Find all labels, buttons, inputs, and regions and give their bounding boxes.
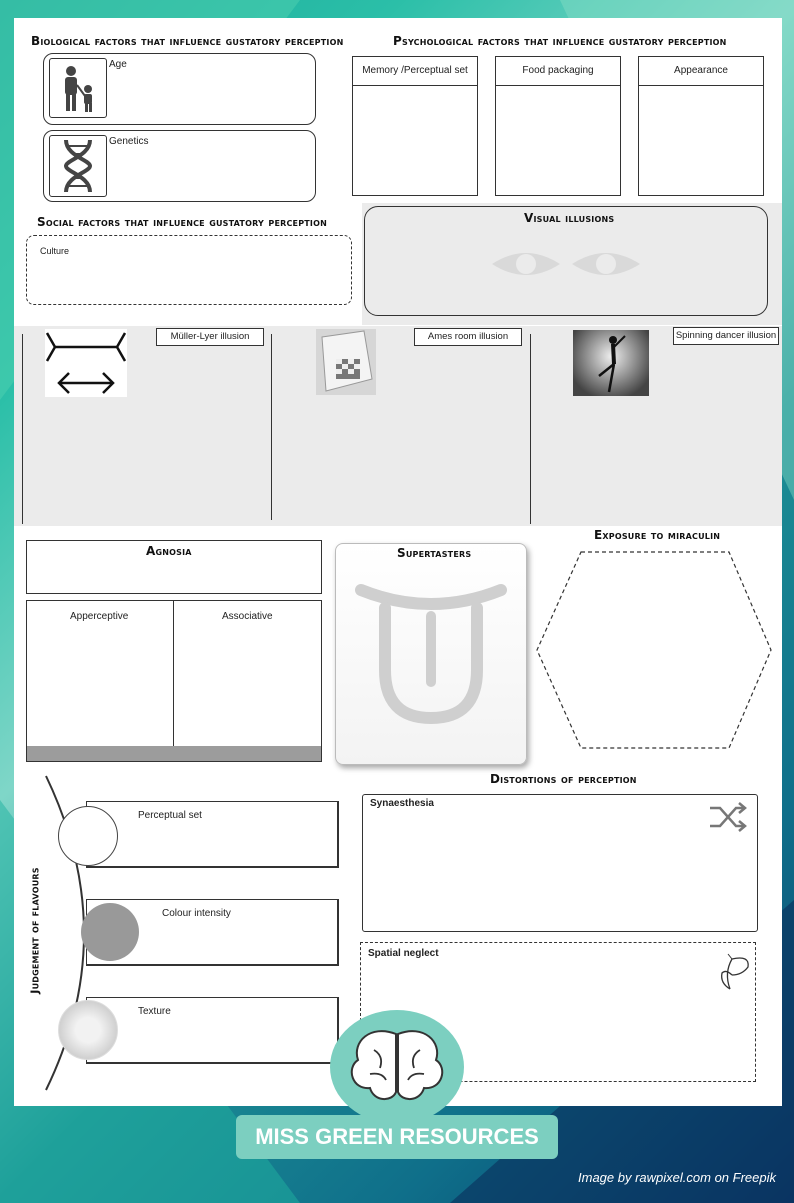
ames-room-label: Ames room illusion [414,328,522,346]
miraculin-hexagon[interactable] [535,550,775,752]
social-title: Social factors that influence gustatory perception [37,215,327,229]
spinning-dancer-image [573,330,649,396]
divider [22,334,23,524]
divider [271,334,272,520]
brand-banner: MISS GREEN RESOURCES [236,1115,558,1159]
age-label: Age [109,59,127,70]
associative-label: Associative [222,611,273,622]
brand-logo [330,1010,464,1124]
illusions-row-bg [14,326,782,526]
psych-col-label: Appearance [639,57,763,86]
shuffle-icon [708,800,748,834]
biological-title: Biological factors that influence gustatory perception [31,34,344,48]
colour-intensity-label: Colour intensity [162,908,231,919]
synaesthesia-label: Synaesthesia [370,798,434,809]
parent-child-icon [50,59,106,117]
psych-col-appearance[interactable] [638,56,764,196]
muller-lyer-icon [45,329,127,397]
texture-circle [58,1000,118,1060]
eyes-icon [488,244,648,284]
associative-box[interactable] [173,600,322,762]
judgement-title: Judgement of flavours [28,867,42,994]
spatial-neglect-label: Spatial neglect [368,948,439,959]
psych-col-label: Food packaging [496,57,620,86]
apperceptive-label: Apperceptive [70,611,129,622]
synaesthesia-box[interactable] [362,794,758,932]
divider [530,334,531,524]
agnosia-title: Agnosia [146,544,192,558]
muller-lyer-image [45,329,127,397]
dancer-icon [573,330,649,396]
texture-label: Texture [138,1006,171,1017]
distortions-title: Distortions of perception [490,772,637,786]
colour-intensity-circle [81,903,139,961]
perceptual-set-label: Perceptual set [138,810,202,821]
genetics-icon-frame [49,135,107,197]
butterfly-icon [718,953,752,991]
spinning-dancer-label: Spinning dancer illusion [673,327,779,345]
perceptual-set-box[interactable] [86,801,339,868]
culture-box[interactable] [26,235,352,305]
culture-label: Culture [40,246,70,256]
supertasters-title: Supertasters [397,546,472,560]
agnosia-footer-bar [27,746,321,761]
visual-title: Visual illusions [524,211,615,225]
psych-col-memory[interactable] [352,56,478,196]
tongue-icon [355,578,507,728]
perceptual-set-circle [58,806,118,866]
image-credit: Image by rawpixel.com on Freepik [578,1170,776,1185]
dna-icon [50,136,106,196]
age-icon-frame [49,58,107,118]
psychological-title: Psychological factors that influence gustatory perception [393,34,727,48]
ames-room-icon [316,329,376,395]
texture-box[interactable] [86,997,339,1064]
psych-col-packaging[interactable] [495,56,621,196]
miraculin-title: Exposure to miraculin [594,528,721,542]
psych-col-label: Memory /Perceptual set [353,57,477,86]
ames-room-image [316,329,376,395]
brain-icon [330,1010,464,1124]
genetics-label: Genetics [109,136,149,147]
apperceptive-box[interactable] [26,600,174,762]
muller-lyer-label: Müller-Lyer illusion [156,328,264,346]
